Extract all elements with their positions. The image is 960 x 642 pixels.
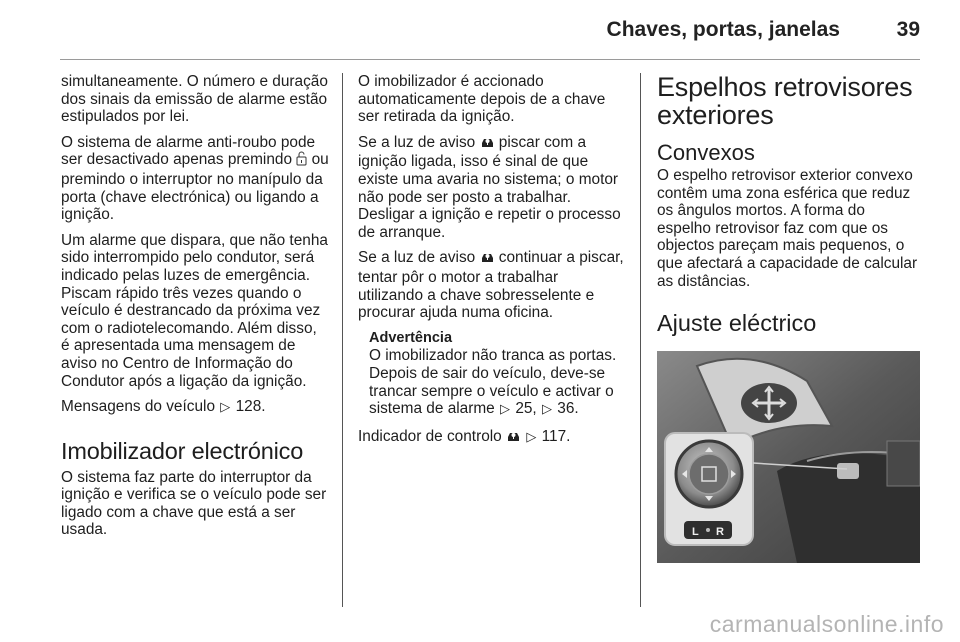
column-divider [342,73,343,607]
page-reference-icon: ▷ [526,428,537,444]
page-reference-icon: ▷ [542,401,552,417]
paragraph [61,134,329,224]
page-reference-icon: ▷ [500,401,511,417]
column-3 [657,73,921,353]
column-2 [358,73,626,455]
warning-title: Advertência [369,329,453,346]
column-divider [640,73,641,607]
paragraph: Um alarme que dispara, que não tenha sido interrompido pelo condutor, será indicado pelas luzes de emergência. Piscam rápido três vezes quando o veículo é destrancado da próxima vez com o radiotelecomando. Além disso, é apresentada uma mensagem de aviso no Centro de Informação do Condutor após a ligação da ignição. [61,231,328,390]
paragraph: simultaneamente. O número e duração dos sinais da emissão de alarme estão estipulados por lei. [61,73,328,126]
switch-right-label: R [716,526,724,538]
paragraph-text: continuar a piscar, tentar pôr o motor a trabalhar utilizando a chave sobresselente e procurar ajuda numa oficina. [358,249,624,322]
paragraph-text: Indicador de controlo [358,427,502,445]
paragraph [358,428,626,448]
warning-text: O imobilizador não tranca as portas. Depois de sair do veículo, deve-se trancar sempre o veículo e activar o sistema de alarme [369,347,617,418]
column-1 [61,73,329,547]
paragraph [61,398,329,416]
paragraph-text: Mensagens do veículo [61,398,216,416]
section-heading: Espelhos retrovisores exteriores [657,72,913,130]
paragraph-text: Se a luz de aviso [358,133,476,151]
unlock-icon [296,151,307,171]
section-heading: Imobilizador electrónico [61,437,304,464]
paragraph: O sistema faz parte do interruptor da ignição e verifica se o veículo pode ser ligado com a chave que está a ser usada. [61,468,327,539]
mirror-control-photo [657,351,920,563]
paragraph-text: Se a luz de aviso [358,249,476,267]
paragraph-text: O sistema de alarme anti-roubo pode ser desactivado apenas premindo [61,133,316,169]
switch-left-label: L [692,526,699,538]
paragraph-text: ou premindo o interruptor no manípulo da porta (chave electrónica) ou ligando a ignição. [61,151,329,224]
page-reference-icon: ▷ [220,399,231,415]
page-header [0,0,960,62]
subsection-heading: Convexos [657,140,755,165]
paragraph-text: piscar com a ignição ligada, isso é sinal de que existe uma avaria no sistema; o motor não pode ser posto a trabalhar. Desligar a ignição e repetir o processo de arranque. [358,133,621,241]
paragraph [358,249,626,321]
page-number: 39 [896,18,920,41]
immobilizer-warning-icon [480,251,495,269]
paragraph: O imobilizador é accionado automaticamente depois de a chave ser retirada da ignição. [358,73,606,126]
immobilizer-control-indicator-icon [506,430,521,448]
page-reference[interactable]: 25, [515,400,537,418]
page-title: Chaves, portas, janelas [606,18,840,41]
warning-box [369,330,626,418]
immobilizer-warning-icon [480,136,495,154]
paragraph: O espelho retrovisor exterior convexo contêm uma zona esférica que reduz os ângulos mortos. A forma do espelho retrovisor faz com que os objectos pareçam mais pequenos, o que afectará a capacidade de calcular as distâncias. [657,167,918,290]
paragraph [358,134,626,242]
page-reference[interactable]: 36. [557,400,579,418]
watermark: carmanualsonline.info [709,611,944,637]
subsection-heading: Ajuste eléctrico [657,310,817,337]
page-reference[interactable]: 128. [235,398,266,416]
page-reference[interactable]: 117. [541,427,571,445]
header-divider [60,59,920,60]
